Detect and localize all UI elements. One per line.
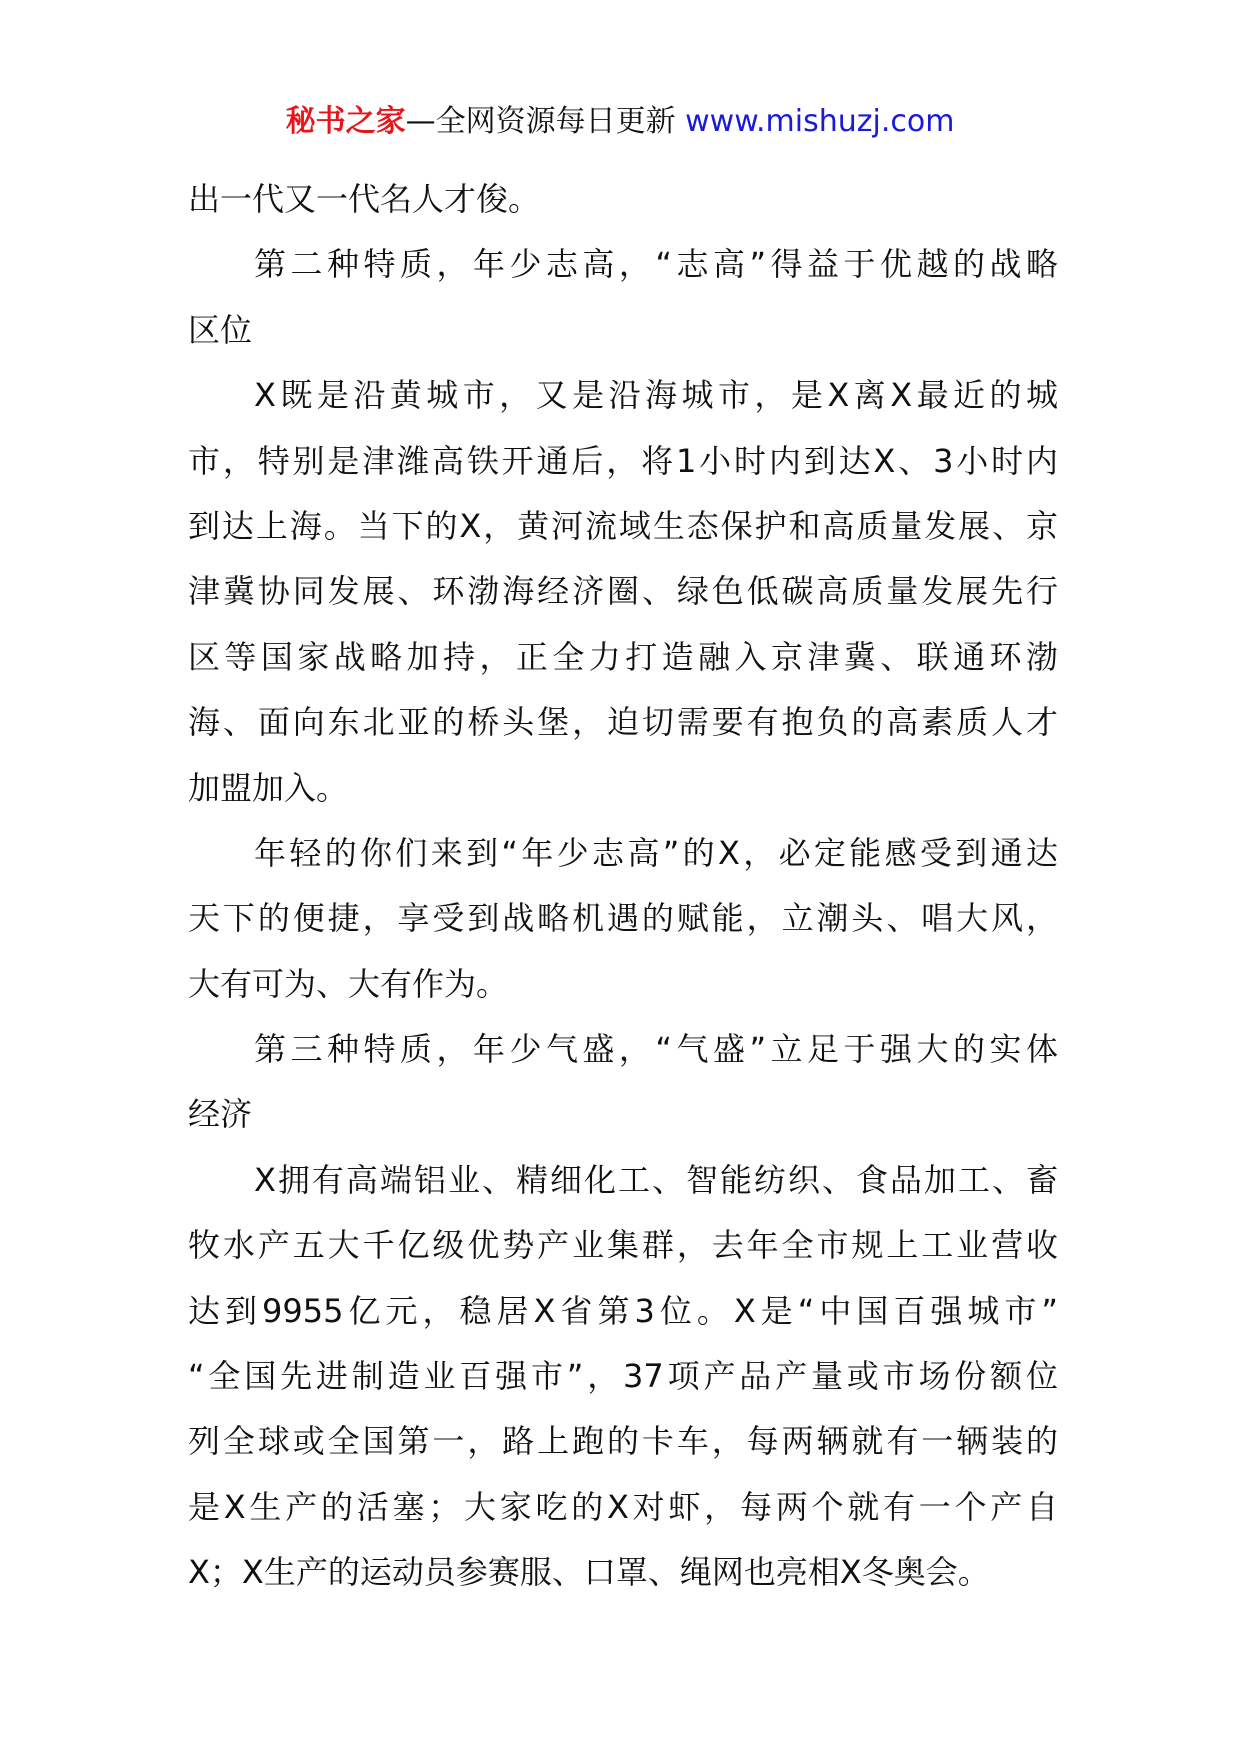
site-header	[0, 100, 1240, 144]
text-line: 天下的便捷，享受到战略机遇的赋能，立潮头、唱大风，	[188, 899, 1058, 938]
text-line: 大有可为、大有作为。	[188, 964, 509, 1003]
text-line: 达到9955亿元，稳居X省第3位。X是“中国百强城市”	[188, 1291, 1058, 1330]
text-line: 第二种特质，年少志高，“志高”得益于优越的战略	[254, 245, 1058, 284]
text-line: 市，特别是津潍高铁开通后，将1小时内到达X、3小时内	[188, 441, 1058, 480]
text-line: X；X生产的运动员参赛服、口罩、绳网也亮相X冬奥会。	[188, 1553, 990, 1592]
text-line: 年轻的你们来到“年少志高”的X，必定能感受到通达	[254, 833, 1058, 872]
site-url-link[interactable]: www.mishuzj.com	[685, 104, 955, 139]
text-line: 牧水产五大千亿级优势产业集群，去年全市规上工业营收	[188, 1226, 1058, 1265]
site-tagline: —全网资源每日更新	[405, 104, 676, 139]
text-line: “全国先进制造业百强市”，37项产品产量或市场份额位	[188, 1357, 1058, 1396]
document-body	[188, 167, 1058, 1606]
text-line: X拥有高端铝业、精细化工、智能纺织、食品加工、畜	[254, 1160, 1058, 1199]
text-line: 第三种特质，年少气盛，“气盛”立足于强大的实体	[254, 1030, 1058, 1069]
text-line: 经济	[188, 1095, 253, 1134]
text-line: 海、面向东北亚的桥头堡，迫切需要有抱负的高素质人才	[188, 703, 1058, 742]
text-line: 出一代又一代名人才俊。	[188, 180, 541, 218]
text-line: 区位	[188, 310, 253, 349]
text-line: 加盟加入。	[188, 768, 349, 807]
text-line: 是X生产的活塞；大家吃的X对虾，每两个就有一个产自	[188, 1487, 1058, 1526]
site-brand: 秘书之家	[285, 104, 406, 139]
text-line: X既是沿黄城市，又是沿海城市，是X离X最近的城	[254, 376, 1058, 415]
text-line: 区等国家战略加持，正全力打造融入京津冀、联通环渤	[188, 637, 1058, 676]
text-line: 津冀协同发展、环渤海经济圈、绿色低碳高质量发展先行	[188, 572, 1058, 611]
text-line: 到达上海。当下的X，黄河流域生态保护和高质量发展、京	[188, 506, 1058, 545]
text-line: 列全球或全国第一，路上跑的卡车，每两辆就有一辆装的	[188, 1422, 1058, 1461]
